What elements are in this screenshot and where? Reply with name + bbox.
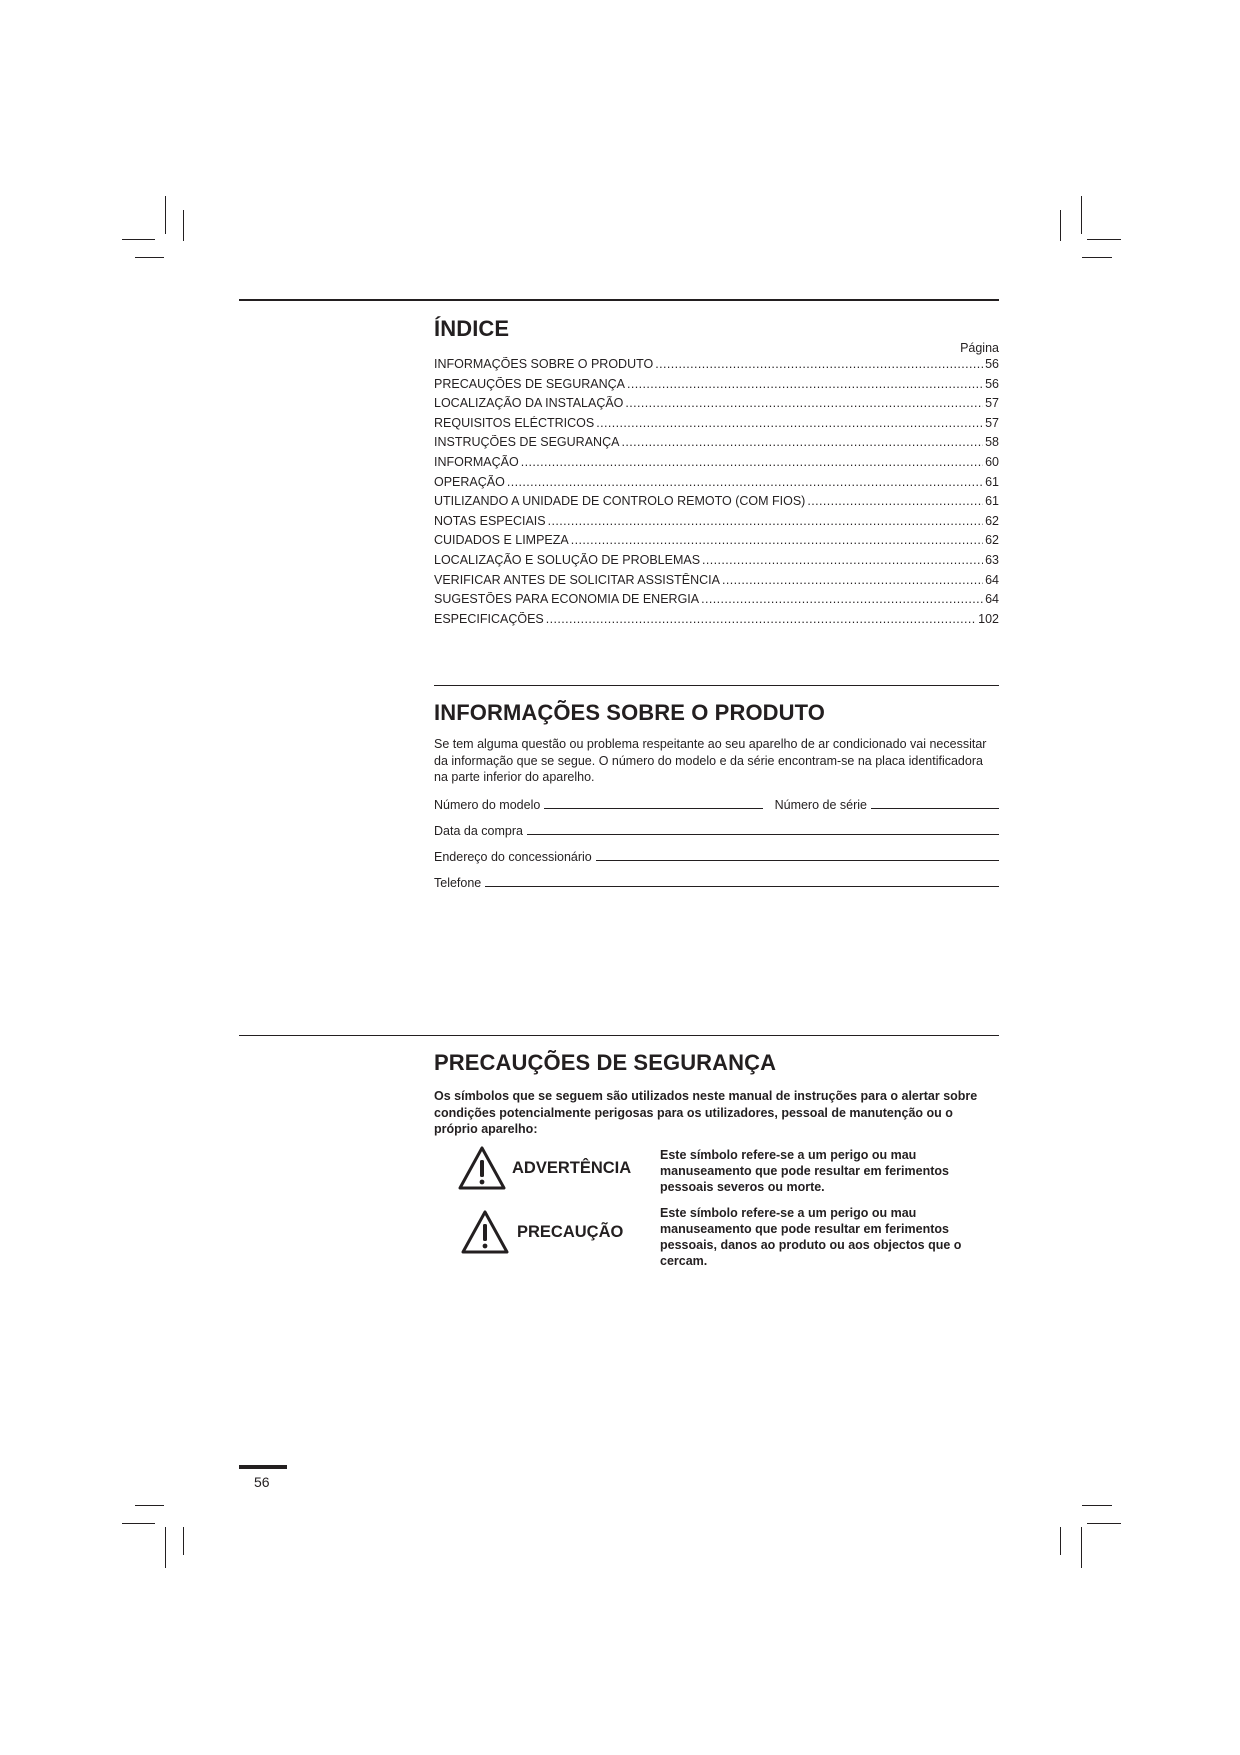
model-serial-row xyxy=(434,796,999,822)
crop-mark xyxy=(1082,257,1112,258)
warning-triangle-icon xyxy=(458,1145,506,1191)
purchase-date-row xyxy=(434,822,999,848)
toc-entry[interactable]: LOCALIZAÇÃO E SOLUÇÃO DE PROBLEMAS ..... 63 xyxy=(434,553,999,573)
crop-mark xyxy=(165,196,166,234)
product-info-form xyxy=(434,796,999,900)
section-rule xyxy=(434,685,999,686)
crop-mark xyxy=(1060,210,1061,241)
section-rule xyxy=(239,1035,999,1036)
phone-field[interactable] xyxy=(485,874,999,887)
toc-entry[interactable]: SUGESTÕES PARA ECONOMIA DE ENERGIA ..... 64 xyxy=(434,592,999,612)
section-rule xyxy=(239,299,999,301)
warning-label: ADVERTÊNCIA xyxy=(512,1158,632,1177)
toc-entry[interactable]: INFORMAÇÕES SOBRE O PRODUTO ..... 56 xyxy=(434,357,999,377)
toc-entry[interactable]: ESPECIFICAÇÕES ..... 102 xyxy=(434,612,999,632)
toc-list xyxy=(434,357,999,631)
toc-entry[interactable]: VERIFICAR ANTES DE SOLICITAR ASSISTÊNCIA ..... 64 xyxy=(434,573,999,593)
model-label: Número do modelo xyxy=(434,797,541,812)
phone-row xyxy=(434,874,999,900)
crop-mark xyxy=(1081,196,1082,234)
safety-title: PRECAUÇÕES DE SEGURANÇA xyxy=(434,1050,777,1075)
toc-entry[interactable]: INSTRUÇÕES DE SEGURANÇA ..... 58 xyxy=(434,435,999,455)
crop-mark xyxy=(1081,1527,1082,1568)
toc-entry[interactable]: NOTAS ESPECIAIS ..... 62 xyxy=(434,514,999,534)
toc-entry[interactable]: UTILIZANDO A UNIDADE DE CONTROLO REMOTO (COM FIOS) ..... 61 xyxy=(434,494,999,514)
crop-mark xyxy=(1082,1505,1112,1506)
crop-mark xyxy=(165,1527,166,1568)
serial-label: Número de série xyxy=(774,797,867,812)
toc-page-header: Página xyxy=(960,341,999,355)
page-number-bar xyxy=(239,1465,287,1469)
warning-symbol xyxy=(458,1145,631,1191)
caution-label: PRECAUÇÃO xyxy=(517,1222,624,1241)
warning-text: Este símbolo refere-se a um perigo ou mau manuseamento que pode resultar em ferimentos pessoais severos ou morte. xyxy=(660,1148,949,1194)
toc-entry[interactable]: CUIDADOS E LIMPEZA ..... 62 xyxy=(434,533,999,553)
product-info-intro: Se tem alguma questão ou problema respeitante ao seu aparelho de ar condicionado vai necessitar da informação que se segue. O número do modelo e da série encontram-se na placa identificadora na parte inferior do aparelho. xyxy=(434,737,987,784)
crop-mark xyxy=(1087,239,1121,240)
toc-entry[interactable]: OPERAÇÃO ..... 61 xyxy=(434,475,999,495)
model-field[interactable] xyxy=(544,796,762,809)
purchase-date-label: Data da compra xyxy=(434,823,523,838)
crop-mark xyxy=(135,257,164,258)
dealer-address-field[interactable] xyxy=(596,848,999,861)
dealer-address-row xyxy=(434,848,999,874)
toc-entry[interactable]: REQUISITOS ELÉCTRICOS ..... 57 xyxy=(434,416,999,436)
crop-mark xyxy=(122,1523,155,1524)
crop-mark xyxy=(183,210,184,241)
crop-mark xyxy=(122,239,155,240)
caution-text: Este símbolo refere-se a um perigo ou mau manuseamento que pode resultar em ferimentos pessoais, danos ao produto ou aos objectos que o cercam. xyxy=(660,1206,962,1268)
caution-triangle-icon xyxy=(461,1209,509,1255)
safety-section xyxy=(434,1050,999,1138)
crop-mark xyxy=(183,1527,184,1555)
toc-entry[interactable]: INFORMAÇÃO ..... 60 xyxy=(434,455,999,475)
product-info-section xyxy=(434,700,999,900)
safety-intro: Os símbolos que se seguem são utilizados neste manual de instruções para o alertar sobre condições potencialmente perigosas para os utilizadores, pessoal de manutenção ou o próprio aparelho: xyxy=(434,1089,978,1136)
caution-symbol xyxy=(461,1209,623,1255)
crop-mark xyxy=(135,1505,164,1506)
toc-title: ÍNDICE xyxy=(434,316,510,341)
dealer-address-label: Endereço do concessionário xyxy=(434,849,592,864)
purchase-date-field[interactable] xyxy=(527,822,999,835)
serial-field[interactable] xyxy=(871,796,999,809)
page-number: 56 xyxy=(254,1474,270,1490)
crop-mark xyxy=(1087,1523,1121,1524)
toc-entry[interactable]: LOCALIZAÇÃO DA INSTALAÇÃO ..... 57 xyxy=(434,396,999,416)
crop-mark xyxy=(1060,1527,1061,1555)
phone-label: Telefone xyxy=(434,875,482,890)
product-info-title: INFORMAÇÕES SOBRE O PRODUTO xyxy=(434,700,825,725)
toc-entry[interactable]: PRECAUÇÕES DE SEGURANÇA ..... 56 xyxy=(434,377,999,397)
